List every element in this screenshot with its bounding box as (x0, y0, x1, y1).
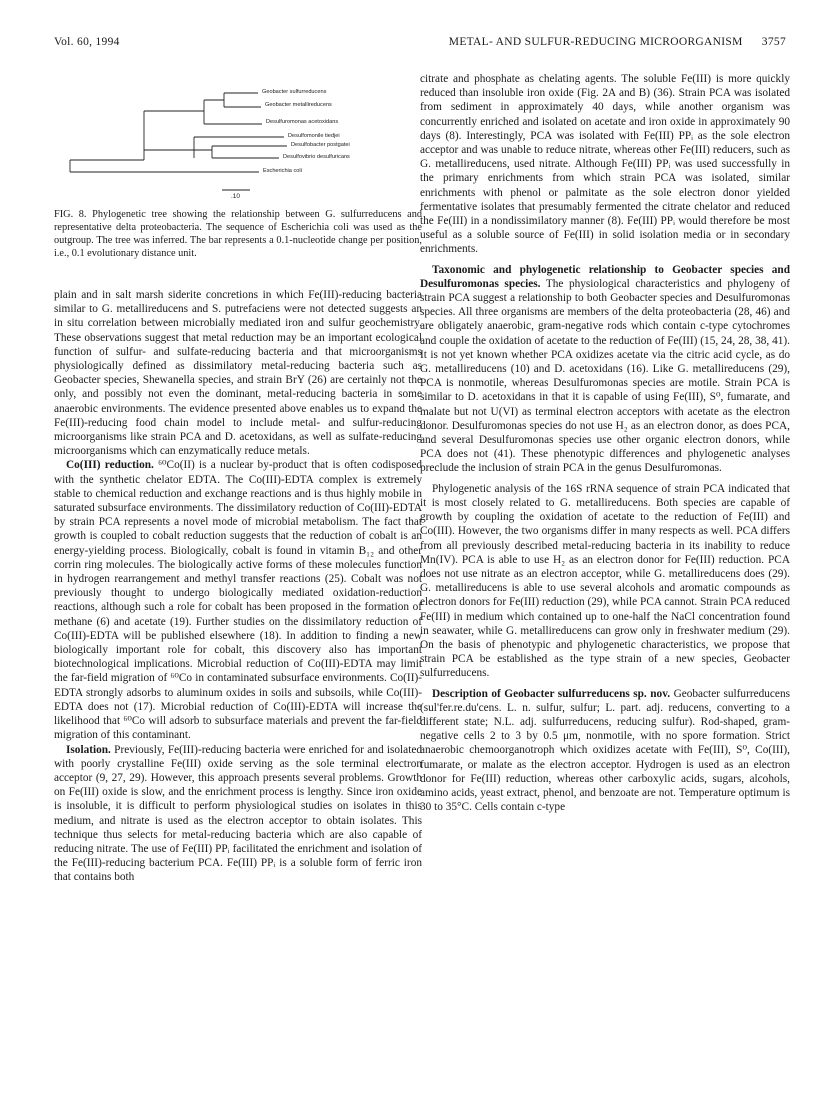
page-number: 3757 (761, 36, 786, 48)
scale-bar-label: .10 (231, 193, 241, 200)
taxon-label: Escherichia coli (263, 168, 302, 174)
paragraph-body: The physiological characteristics and phylogeny of strain PCA suggest a relationship to both Geobacter species and Desulfuromonas species. All three organisms are members of the delta proteobacteria (28, 46) and are obligately anaerobic, gram-negative rods which contain c-type cytochromes and couple the oxidation of acetate to the reduction of Fe(III) (15, 24, 28, 38, 41). It is not yet known whether PCA oxidizes acetate via the citric acid cycle, as do G. metallireducens (10) and D. acetoxidans (16). Like G. metallireducens (29), PCA is nonmotile, whereas Desulfuromonas species are motile. Strain PCA is similar to D. acetoxidans in that it is capable of using Fe(III), S⁰, fumarate, and malate but not U(VI) as terminal electron acceptors with acetate as the electron donor. Desulfuromonas species do not use H₂ as an electron donor, as does PCA, and several Desulfuromonas species use other organic electron donors, while PCA does not (41). These phenotypic differences and phylogenetic analyses preclude the inclusion of strain PCA in the genus Desulfuromonas. (420, 277, 790, 475)
section-heading: Co(III) reduction. (66, 459, 154, 472)
taxon-label: Geobacter sulfurreducens (262, 89, 327, 95)
tree-branches (54, 72, 422, 192)
section-heading: Taxonomic and phylogenetic relationship to Geobacter species and Desulfuromonas species. (420, 263, 790, 290)
section-heading: Isolation. (66, 743, 111, 756)
volume-header: Vol. 60, 1994 (54, 36, 120, 48)
paragraph-phylogeny: Phylogenetic analysis of the 16S rRNA sequence of strain PCA indicated that it is most closely related to G. metallireducens. Both species are capable of growth by coupling the oxidation of acetate to the reduction of Fe(III) and Co(III). However, the two organisms differ in many respects as well. PCA differs from all previously described metal-reducing bacteria in its inability to reduce Mn(IV). PCA is able to use H₂ as an electron donor for Fe(III) reduction. PCA does not use nitrate as an electron acceptor, while G. metallireducens does (29). G. metallireducens is able to use several alcohols and aromatic compounds as electron donors for Fe(III) reduction (29), while PCA cannot. Strain PCA reduced Fe(III) in medium which contained up to one-half the NaCl concentration found in seawater, while G. metallireducens can grow only in freshwater medium (29). On the basis of phenotypic and phylogenetic characteristics, we propose that strain PCA be established as the type strain of a new species, Geobacter sulfurreducens. (420, 482, 790, 680)
taxon-label: Desulfobacter postgatei (291, 142, 350, 148)
paragraph-description (420, 687, 790, 815)
running-header (449, 36, 786, 48)
caption-text: FIG. 8. Phylogenetic tree showing the relationship between G. sulfurreducens and representative delta proteobacteria. The sequence of Escherichia coli was used as the outgroup. The tree was inferred. The bar represents a 0.1-nucleotide change per position, i.e., 0.1 evolutionary distance unit. (54, 209, 422, 259)
figure-caption (54, 208, 422, 260)
paragraph-body: Geobacter sulfurreducens (sul'fer.re.du'cens. L. n. sulfur, sulfur; L. part. adj. reducens, converting to a different state; N.L. adj. sulfurreducens, reducing sulfur). Rod-shaped, gram-negative cells 2 to 3 by 0.5 μm, nonmotile, with no spore formation. Strict anaerobic chemoorganotroph which oxidizes acetate with Fe(III), S⁰, Co(III), fumarate, or malate as the electron acceptor. Hydrogen is used as an electron donor for Fe(III) reduction, whereas other carboxylic acids, sugars, alcohols, amino acids, yeast extract, phenol, and benzoate are not. Temperature optimum is 30 to 35°C. Cells contain c-type (420, 687, 790, 814)
taxon-label: Desulfomonile tiedjei (288, 133, 340, 139)
taxon-label: Geobacter metallireducens (265, 102, 332, 108)
running-title: METAL- AND SULFUR-REDUCING MICROORGANISM (448, 36, 743, 48)
taxon-label: Desulfuromonas acetoxidans (266, 119, 339, 125)
paragraph-body: ⁶⁰Co(II) is a nuclear by-product that is often codisposed with the synthetic chelator EDTA. The Co(III)-EDTA complex is extremely stable to chemical reduction and exchange reactions and is thus highly mobile in saturated subsurface environments. The dissimilatory reduction of Co(III)-EDTA by strain PCA represents a novel mode of microbial metabolism. The fact that growth is coupled to cobalt reduction suggests that the reduction of cobalt is an energy-yielding process. Biologically, cobalt is found in vitamin B₁₂ and other corrin ring molecules. The biologically active forms of these molecules function in hydrogen rearrangement and methyl transfer reactions (25). Cobalt was not previously thought to undergo biologically mediated oxidation-reduction reactions, although such a role for cobalt has been proposed in the formation of methane (6) and acetate (19). Further studies on the dissimilatory reduction of Co(III)-EDTA will be published elsewhere (18). In addition to finding a new biologically important role for cobalt, this discovery also has important biotechnological implications. Microbial reduction of Co(III)-EDTA may limit the far-field migration of ⁶⁰Co in contaminated subsurface environments. Co(II)-EDTA strongly adsorbs to aluminum oxides in soils and subsoils, while Co(III)-EDTA does not (17). Microbial reduction of Co(III)-EDTA will increase the likelihood that ⁶⁰Co will adsorb to subsurface materials and prevent the far-field migration of this contaminant. (54, 459, 422, 742)
phylogenetic-tree-figure (54, 72, 422, 192)
paragraph-isolation (54, 743, 422, 885)
taxon-label: Desulfovibrio desulfuricans (283, 154, 350, 160)
paragraph-body: Previously, Fe(III)-reducing bacteria were enriched for and isolated with poorly crystalline Fe(III) oxide serving as the sole terminal electron acceptor (9, 27, 29). However, this approach presents several problems. Growth on Fe(III) oxide is slow, and the enrichment process is lengthy. Since iron oxide is insoluble, it is difficult to perform physiological studies on isolates in this medium, and nitrate is used as the electron acceptor to obtain isolates. This technique thus selects for metal-reducing bacteria which are also capable of reducing nitrate. The use of Fe(III) PPᵢ facilitated the enrichment and isolation of the Fe(III)-reducing bacterium PCA. Fe(III) PPᵢ is a soluble form of ferric iron that contains both (54, 743, 422, 884)
paragraph: citrate and phosphate as chelating agents. The soluble Fe(III) is more quickly reduced than insoluble iron oxide (Fig. 2A and B) (36). Strain PCA was isolated from sediment in approximately 40 days, while another organism was concurrently enriched and isolated on acetate and iron oxide in approximately 90 days (8). Interestingly, PCA was isolated with Fe(III) PPᵢ as the sole electron acceptor and was unable to reduce nitrate, whereas other Fe(III) reducers, such as G. metallireducens, used nitrate. Although Fe(III) PPᵢ was used successfully in the primary enrichments from which strain PCA was isolated, similar enrichments with phenol or palmitate as the sole electron donor yielded fermentative isolates that presumably fermented the citrate chelator and reduced the Fe(III) in a nondissimilatory manner (8). Fe(III) PPᵢ would therefore be most useful as a soluble source of Fe(III) in solid isolation media or in secondary enrichments. (420, 73, 790, 256)
section-heading: Description of Geobacter sulfurreducens sp. nov. (432, 687, 671, 700)
paragraph: plain and in salt marsh siderite concretions in which Fe(III)-reducing bacteria similar to G. metallireducens and S. putrefaciens were not detected suggests an in situ correlation between microbially mediated iron and sulfur geochemistry. These observations suggest that metal reduction may be an important ecological function of sulfur- and sulfate-reducing bacteria and that microorganisms physiologically defined as dissimilatory metal-reducing bacteria such as Geobacter species, Shewanella species, and strain BrY (26) are certainly not the only, and possibly not even the dominant, metal-reducing bacteria in some anaerobic environments. The evidence presented above enables us to expand the Fe(III)-reducing food chain model to include metal- and sulfur-reducing microorganisms like strain PCA and D. acetoxidans, as well as sulfate-reducing microorganisms which can enzymatically reduce metals. (54, 289, 422, 458)
right-column (420, 72, 790, 814)
paragraph-cobalt (54, 458, 422, 742)
left-column (54, 288, 422, 885)
paragraph-taxonomy (420, 263, 790, 476)
